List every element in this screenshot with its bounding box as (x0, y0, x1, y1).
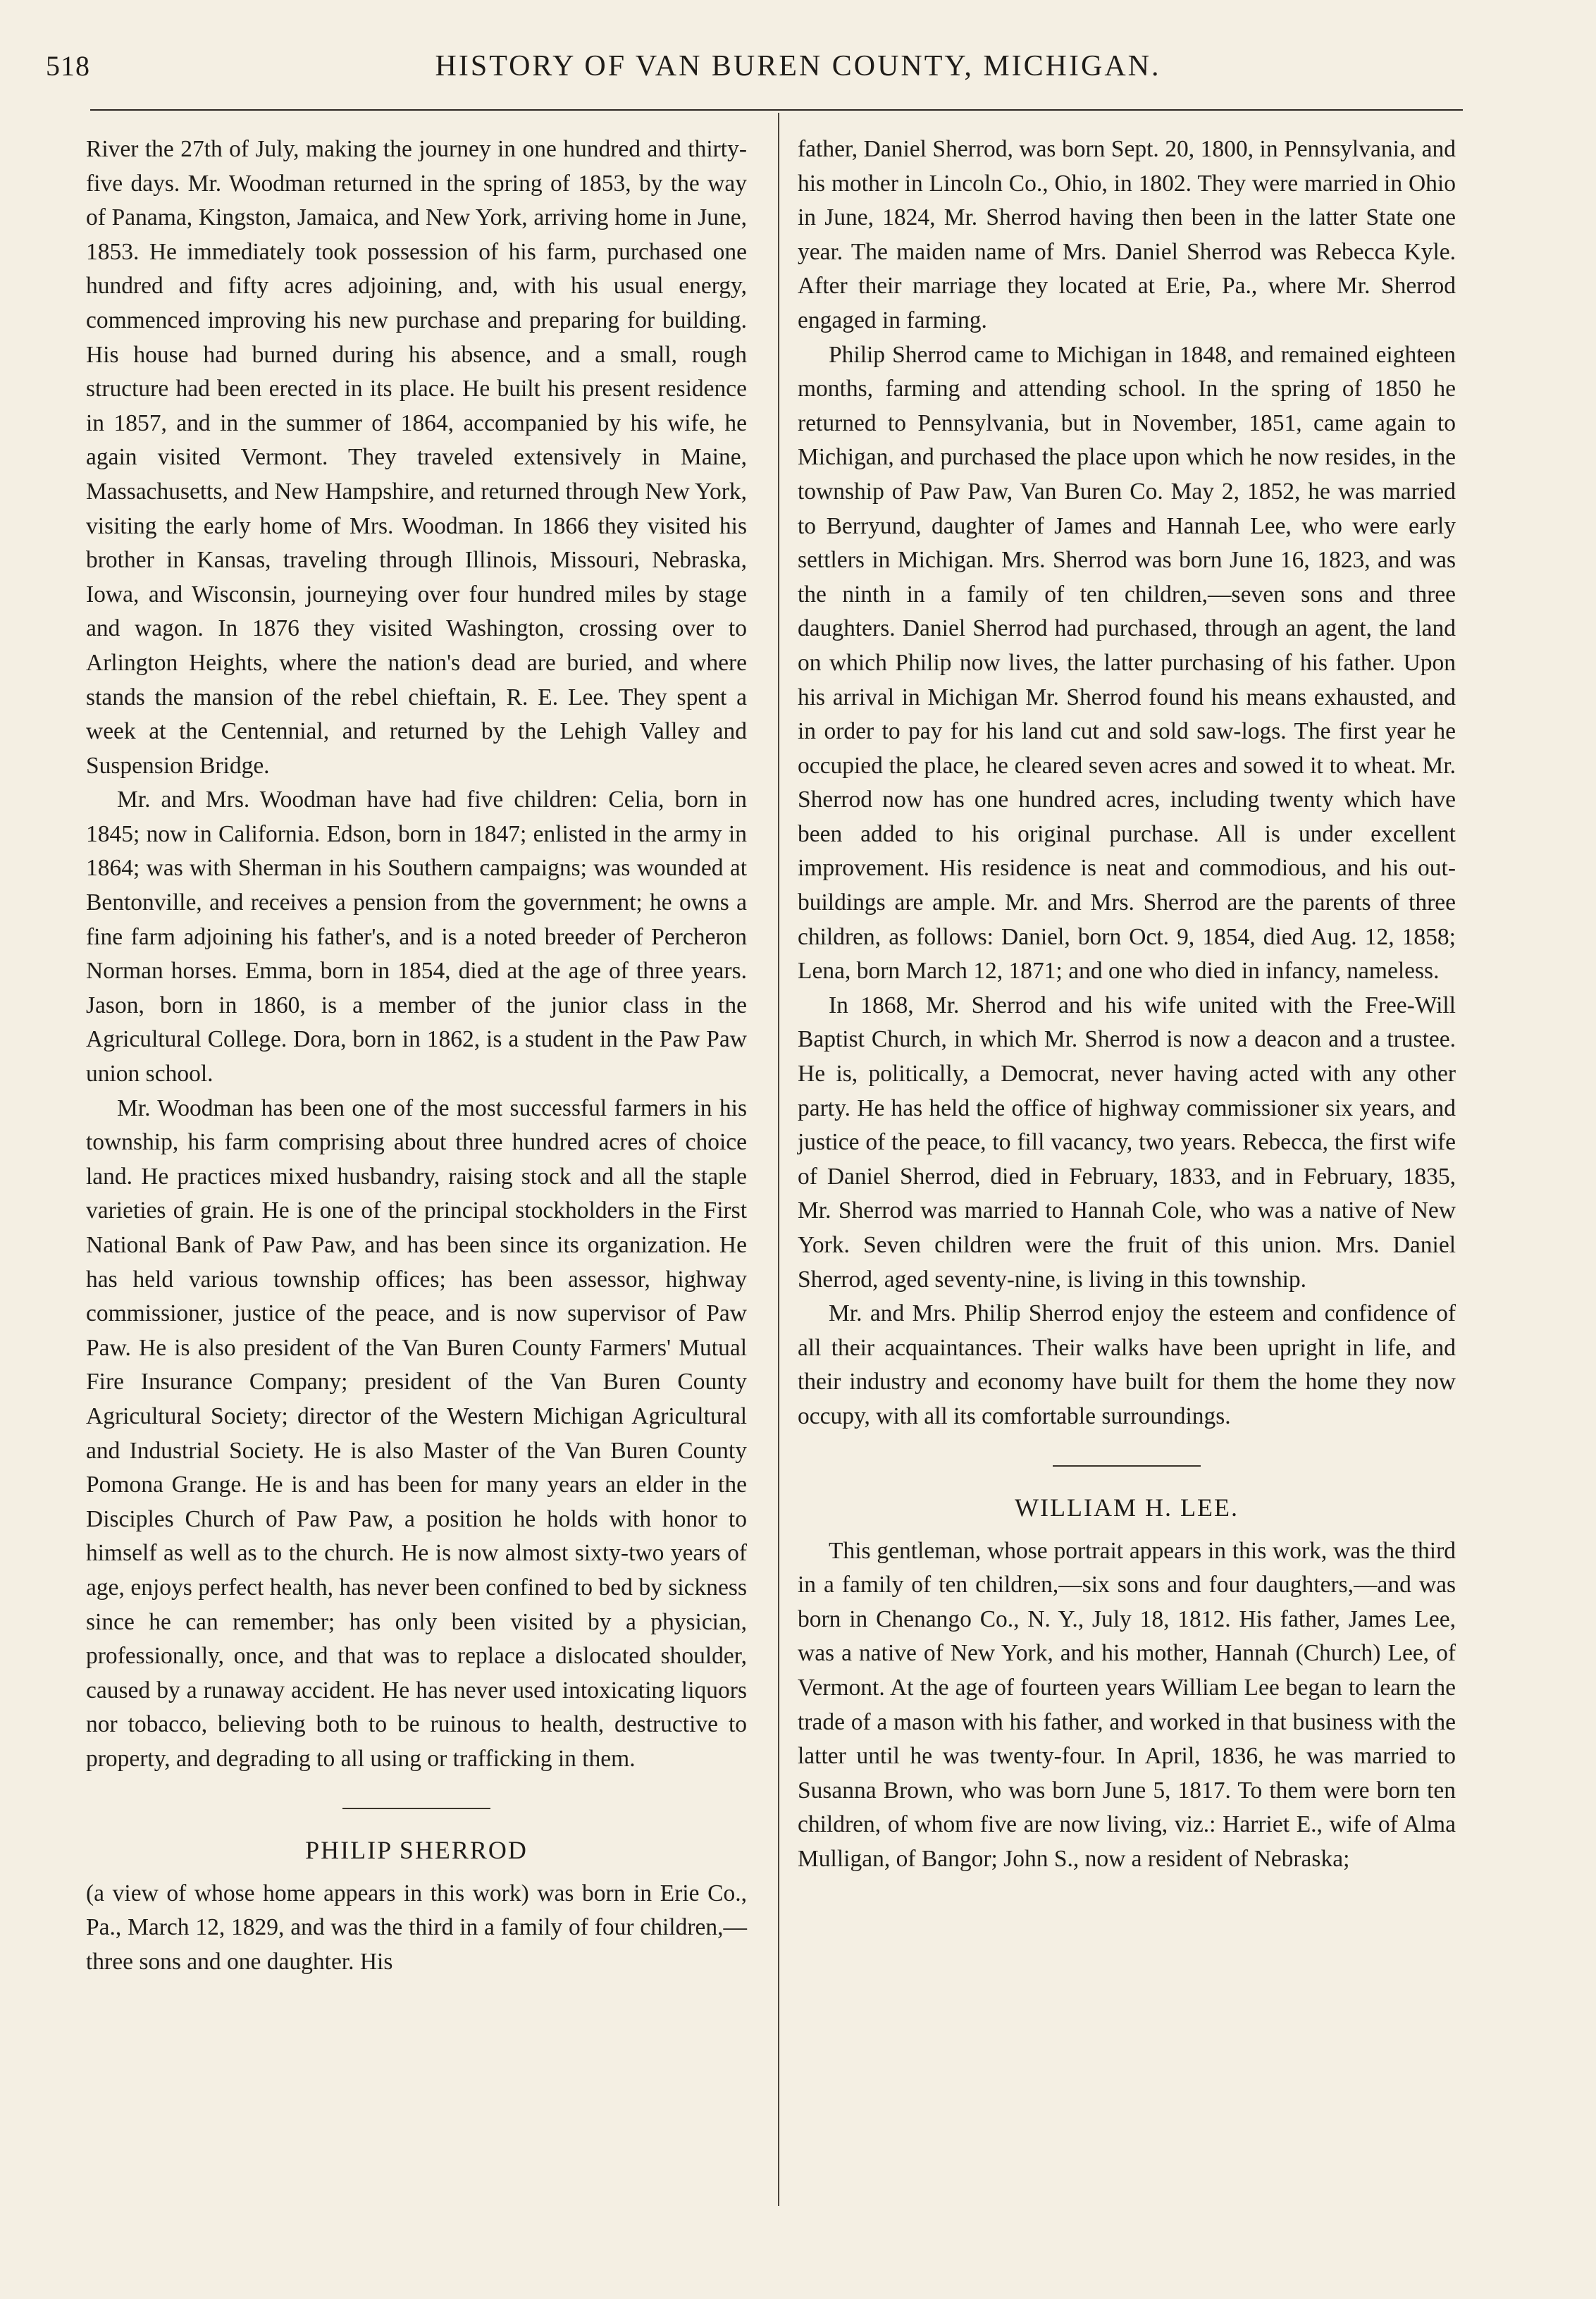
column-divider (778, 113, 779, 2206)
paragraph: father, Daniel Sherrod, was born Sept. 20, 1800, in Pennsylvania, and his mother in Lincoln Co., Ohio, in 1802. They were married in Ohio in June, 1824, Mr. Sherrod having then been in the latter State one year. The maiden name of Mrs. Daniel Sherrod was Rebecca Kyle. After their marriage they located at Erie, Pa., where Mr. Sherrod engaged in farming. (798, 136, 1456, 333)
section-separator (342, 1808, 490, 1809)
paragraph: River the 27th of July, making the journey in one hundred and thirty-five days. Mr. Woodman returned in the spring of 1853, by the way of Panama, Kingston, Jamaica, and New York, arriving home in June, 1853. He immediately took possession of his farm, purchased one hundred and fifty acres adjoining, and, with his usual energy, commenced improving his new purchase and preparing for building. His house had burned during his absence, and a small, rough structure had been erected in its place. He built his present residence in 1857, and in the summer of 1864, accompanied by his wife, he again visited Vermont. They traveled extensively in Maine, Massachusetts, and New Hampshire, and returned through New York, visiting the early home of Mrs. Woodman. In 1866 they visited his brother in Kansas, traveling through Illinois, Missouri, Nebraska, Iowa, and Wisconsin, journeying over four hundred miles by stage and wagon. In 1876 they visited Washington, crossing over to Arlington Heights, where the nation's dead are buried, and where stands the mansion of the rebel chieftain, R. E. Lee. They spent a week at the Centennial, and returned by the Lehigh Valley and Suspension Bridge. (86, 136, 747, 779)
section-heading: PHILIP SHERROD (305, 1835, 528, 1864)
page-header (0, 49, 1596, 92)
paragraph: Mr. and Mrs. Philip Sherrod enjoy the esteem and confidence of all their acquaintances. Their walks have been upright in life, and their industry and economy have built for them the home they now occupy, with all its comfortable surroundings. (798, 1300, 1456, 1429)
running-title: HISTORY OF VAN BUREN COUNTY, MICHIGAN. (435, 50, 1161, 82)
section-separator (1053, 1465, 1201, 1467)
paragraph: Mr. Woodman has been one of the most successful farmers in his township, his farm comprising about three hundred acres of choice land. He practices mixed husbandry, raising stock and all the staple varieties of grain. He is one of the principal stockholders in the First National Bank of Paw Paw, and has been since its organization. He has held various township offices; has been assessor, highway commissioner, justice of the peace, and is now supervisor of Paw Paw. He is also president of the Van Buren County Farmers' Mutual Fire Insurance Company; president of the Van Buren County Agricultural Society; director of the Western Michigan Agricultural and Industrial Society. He is also Master of the Van Buren County Pomona Grange. He is and has been for many years an elder in the Disciples Church of Paw Paw, a position he holds with honor to himself as well as to the church. He is now almost sixty-two years of age, enjoys perfect health, has never been confined to bed by sickness since he can remember; has only been visited by a physician, professionally, once, and that was to replace a dislocated shoulder, caused by a runaway accident. He has never used intoxicating liquors nor tobacco, believing both to be ruinous to health, destructive to property, and degrading to all using or trafficking in them. (86, 1095, 747, 1772)
paragraph: Philip Sherrod came to Michigan in 1848, and remained eighteen months, farming and attending school. In the spring of 1850 he returned to Pennsylvania, but in November, 1851, came again to Michigan, and purchased the place upon which he now resides, in the township of Paw Paw, Van Buren Co. May 2, 1852, he was married to Berryund, daughter of James and Hannah Lee, who were early settlers in Michigan. Mrs. Sherrod was born June 16, 1823, and was the ninth in a family of ten children,—seven sons and three daughters. Daniel Sherrod had purchased, through an agent, the land on which Philip now lives, the latter purchasing of his father. Upon his arrival in Michigan Mr. Sherrod found his means exhausted, and in order to pay for his land cut and sold saw-logs. The first year he occupied the place, he cleared seven acres and sowed it to wheat. Mr. Sherrod now has one hundred acres, including twenty which have been added to his original purchase. All is under excellent improvement. His residence is neat and commodious, and his out-buildings are ample. Mr. and Mrs. Sherrod are the parents of three children, as follows: Daniel, born Oct. 9, 1854, died Aug. 12, 1858; Lena, born March 12, 1871; and one who died in infancy, nameless. (798, 341, 1456, 985)
paragraph: Mr. and Mrs. Woodman have had five children: Celia, born in 1845; now in California. Edson, born in 1847; enlisted in the army in 1864; was with Sherman in his Southern campaigns; was wounded at Bentonville, and receives a pension from the government; he owns a fine farm adjoining his father's, and is a noted breeder of Percheron Norman horses. Emma, born in 1854, died at the age of three years. Jason, born in 1860, is a member of the junior class in the Agricultural College. Dora, born in 1862, is a student in the Paw Paw union school. (86, 787, 747, 1087)
paragraph: This gentleman, whose portrait appears in this work, was the third in a family of ten children,—six sons and four daughters,—and was born in Chenango Co., N. Y., July 18, 1812. His father, James Lee, was a native of New York, and his mother, Hannah (Church) Lee, of Vermont. At the age of fourteen years William Lee began to learn the trade of a mason with his father, and worked in that business with the latter until he was twenty-four. In April, 1836, he was married to Susanna Brown, who was born June 5, 1817. To them were born ten children, of whom five are now living, viz.: Harriet E., wife of Alma Mulligan, of Bangor; John S., now a resident of Nebraska; (798, 1537, 1456, 1872)
paragraph: In 1868, Mr. Sherrod and his wife united with the Free-Will Baptist Church, in which Mr. Sherrod is now a deacon and a trustee. He is, politically, a Democrat, never having acted with any other party. He has held the office of highway commissioner six years, and justice of the peace, to fill vacancy, two years. Rebecca, the first wife of Daniel Sherrod, died in February, 1833, and in February, 1835, Mr. Sherrod was married to Hannah Cole, who was a native of New York. Seven children were the fruit of this union. Mrs. Daniel Sherrod, aged seventy-nine, is living in this township. (798, 992, 1456, 1293)
paragraph: (a view of whose home appears in this work) was born in Erie Co., Pa., March 12, 1829, and was the third in a family of four children,—three sons and one daughter. His (86, 1880, 747, 1975)
header-rule (90, 109, 1463, 111)
left-column (86, 132, 747, 1979)
section-heading: WILLIAM H. LEE. (1015, 1493, 1239, 1522)
page-number: 518 (46, 50, 90, 82)
right-column (798, 132, 1456, 1877)
